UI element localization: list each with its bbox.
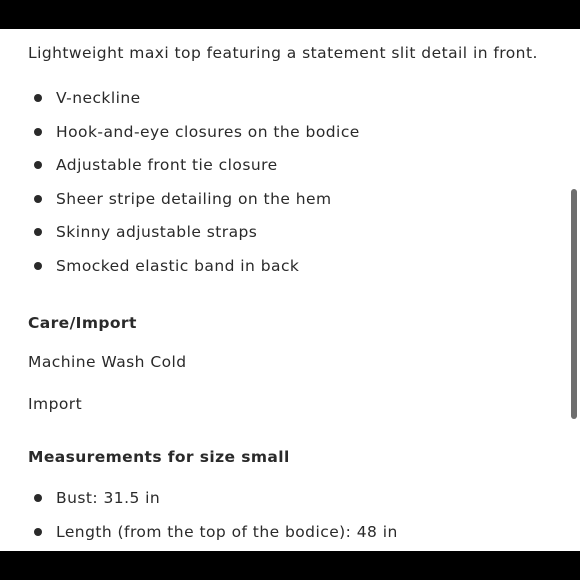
bullet-icon xyxy=(34,94,42,102)
feature-text: Smocked elastic band in back xyxy=(56,256,300,275)
feature-text: Skinny adjustable straps xyxy=(56,223,258,242)
feature-text: Hook-and-eye closures on the bodice xyxy=(56,122,360,141)
scrollbar-thumb[interactable] xyxy=(571,189,577,419)
list-item xyxy=(28,189,360,223)
feature-text: V-neckline xyxy=(56,89,141,107)
list-item xyxy=(28,222,360,256)
measurement-text: Length (from the top of the bodice): 48 in xyxy=(56,522,398,541)
list-item xyxy=(28,256,360,290)
measurements-list xyxy=(28,488,398,551)
feature-text: Sheer stripe detailing on the hem xyxy=(56,189,332,208)
bullet-icon xyxy=(34,128,42,136)
bullet-icon xyxy=(34,262,42,270)
bullet-icon xyxy=(34,195,42,203)
feature-list xyxy=(28,88,360,290)
scrollbar[interactable] xyxy=(571,29,577,551)
feature-text: Adjustable front tie closure xyxy=(56,156,278,175)
care-origin-text: Import xyxy=(28,395,83,413)
product-details-panel xyxy=(0,29,580,551)
measurement-text: Bust: 31.5 in xyxy=(56,489,161,507)
list-item xyxy=(28,88,360,122)
intro-text: Lightweight maxi top featuring a statement slit detail in front. xyxy=(28,44,538,62)
care-import-heading: Care/Import xyxy=(28,314,137,332)
bullet-icon xyxy=(34,228,42,236)
care-wash-text: Machine Wash Cold xyxy=(28,353,187,371)
list-item xyxy=(28,155,360,189)
bullet-icon xyxy=(34,528,42,536)
list-item xyxy=(28,122,360,156)
list-item xyxy=(28,522,398,551)
list-item xyxy=(28,488,398,522)
bullet-icon xyxy=(34,161,42,169)
measurements-heading: Measurements for size small xyxy=(28,448,290,466)
bullet-icon xyxy=(34,494,42,502)
